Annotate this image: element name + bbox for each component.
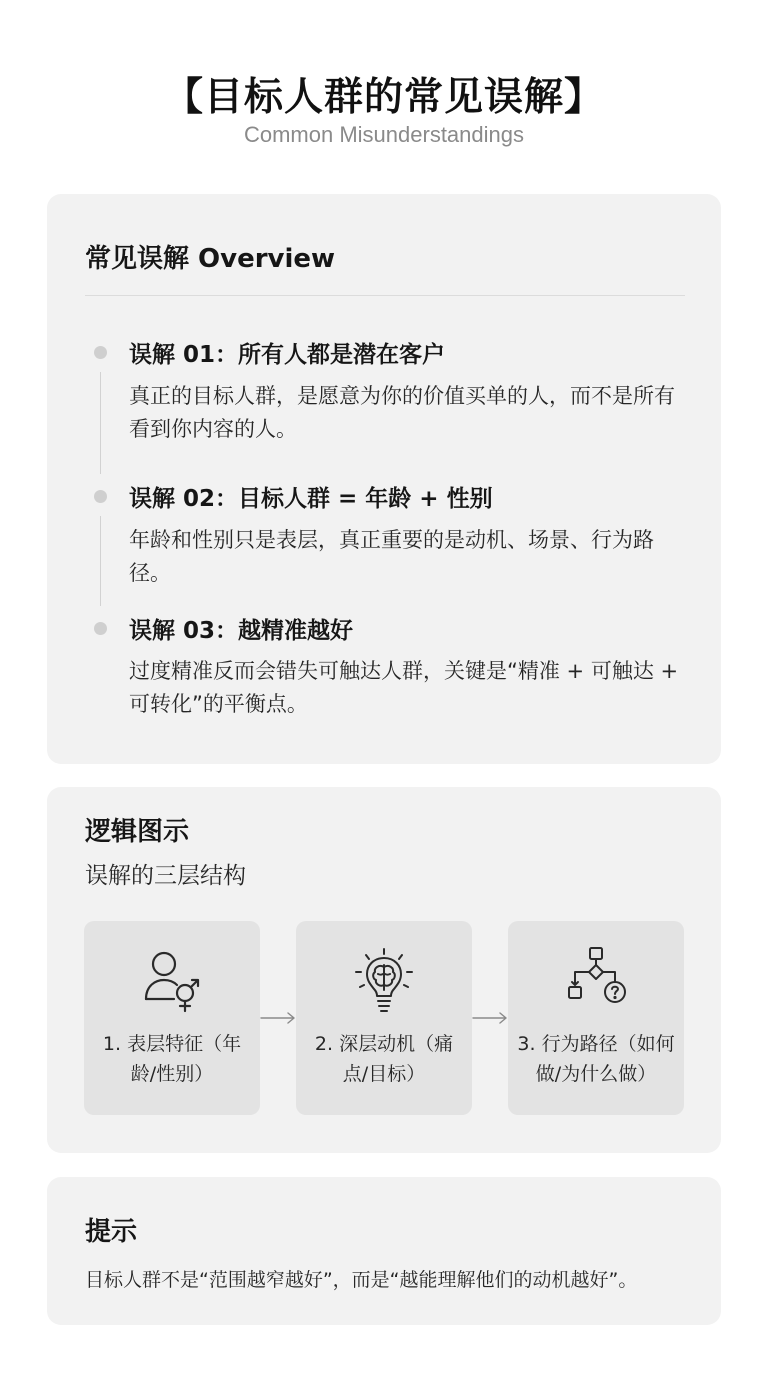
logic-subheading: 误解的三层结构 bbox=[85, 863, 246, 889]
item-desc: 年龄和性别只是表层，真正重要的是动机、场景、行为路径。 bbox=[129, 528, 654, 585]
overview-heading: 常见误解 Overview bbox=[85, 244, 336, 274]
tip-heading: 提示 bbox=[85, 1217, 138, 1247]
arrow-right-icon bbox=[260, 1011, 296, 1025]
bullet-dot-icon bbox=[94, 622, 107, 635]
step-label: 1. 表层特征（年龄/性别） bbox=[102, 1033, 242, 1085]
tip-card bbox=[47, 1177, 721, 1325]
tip-text: 目标人群不是“范围越窄越好”，而是“越能理解他们的动机越好”。 bbox=[85, 1269, 638, 1291]
logic-card bbox=[47, 787, 721, 1153]
timeline-line bbox=[100, 372, 101, 474]
step-behavior-path bbox=[508, 921, 684, 1115]
bullet-dot-icon bbox=[94, 346, 107, 359]
overview-divider bbox=[85, 295, 685, 296]
logic-heading: 逻辑图示 bbox=[85, 817, 190, 847]
step-surface-traits bbox=[84, 921, 260, 1115]
item-title: 误解 03：越精准越好 bbox=[129, 618, 354, 644]
item-title: 误解 02：目标人群 = 年龄 + 性别 bbox=[129, 486, 493, 512]
item-desc: 真正的目标人群，是愿意为你的价值买单的人，而不是所有看到你内容的人。 bbox=[129, 384, 675, 441]
timeline-line bbox=[100, 516, 101, 606]
flowchart-icon bbox=[562, 945, 630, 1013]
item-title: 误解 01：所有人都是潜在客户 bbox=[129, 342, 446, 368]
overview-card bbox=[47, 194, 721, 764]
step-label: 3. 行为路径（如何做/为什么做） bbox=[517, 1033, 675, 1085]
step-deep-motivation bbox=[296, 921, 472, 1115]
item-desc: 过度精准反而会错失可触达人群，关键是“精准 + 可触达 + 可转化”的平衡点。 bbox=[129, 659, 679, 716]
arrow-right-icon bbox=[472, 1011, 508, 1025]
lightbulb-brain-icon bbox=[350, 945, 418, 1013]
person-gender-icon bbox=[138, 945, 206, 1013]
step-label: 2. 深层动机（痛点/目标） bbox=[314, 1033, 454, 1085]
page-subtitle: Common Misunderstandings bbox=[243, 122, 525, 147]
bullet-dot-icon bbox=[94, 490, 107, 503]
page-title: 【目标人群的常见误解】 bbox=[163, 75, 604, 120]
